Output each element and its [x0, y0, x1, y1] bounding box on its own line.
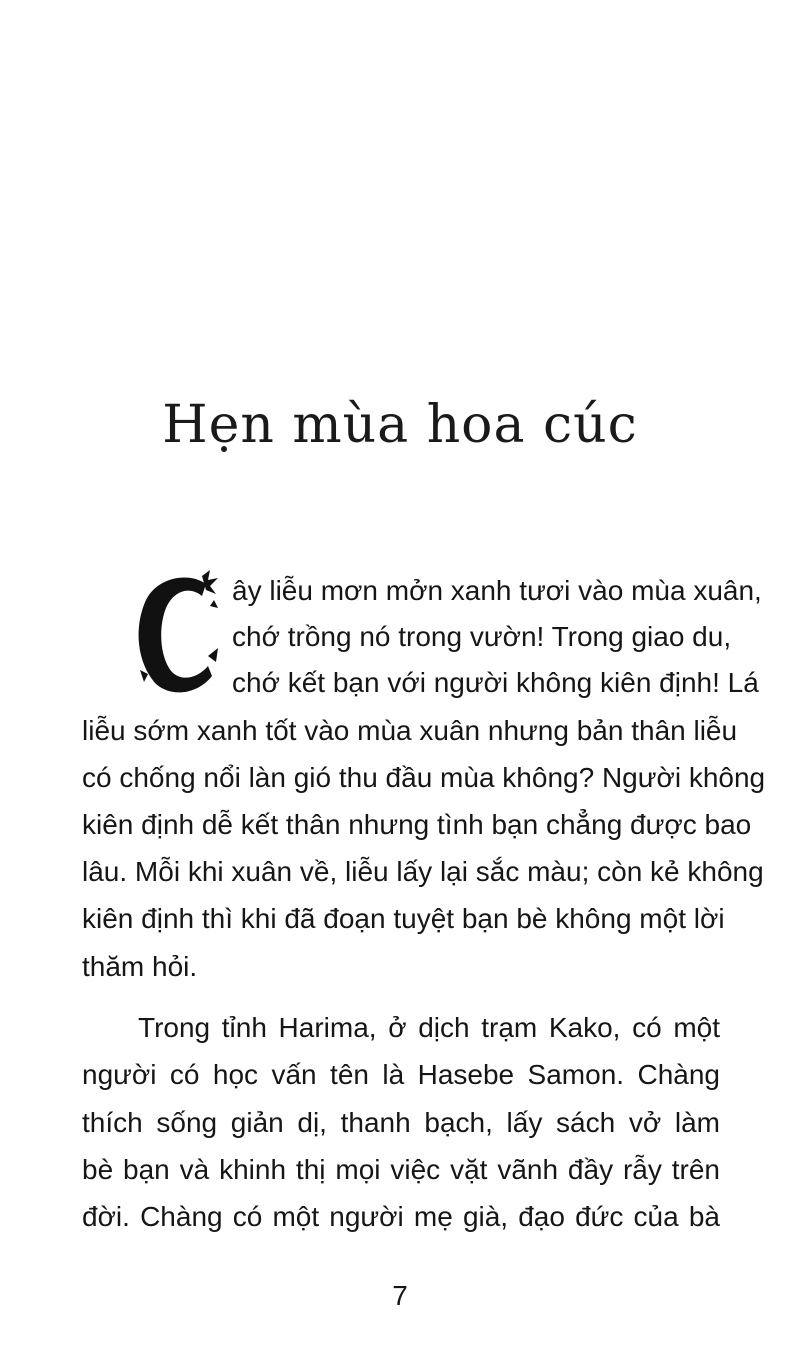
- text-line: chớ kết bạn với người không kiên định! Lá: [232, 667, 759, 698]
- text-line: lâu. Mỗi khi xuân về, liễu lấy lại sắc màu; còn kẻ không: [82, 856, 764, 887]
- text-line: đời. Chàng có một người mẹ già, đạo đức của bà: [82, 1201, 720, 1232]
- text-line: thích sống giản dị, thanh bạch, lấy sách vở làm: [82, 1107, 720, 1138]
- page-number: 7: [392, 1280, 408, 1311]
- text-line: kiên định thì khi đã đoạn tuyệt bạn bè không một lời: [82, 903, 725, 934]
- text-line: người có học vấn tên là Hasebe Samon. Chàng: [82, 1059, 720, 1090]
- text-line: Trong tỉnh Harima, ở dịch trạm Kako, có một: [138, 1012, 720, 1043]
- text-line: liễu sớm xanh tốt vào mùa xuân nhưng bản thân liễu: [82, 715, 738, 746]
- drop-cap-letter: [128, 570, 228, 700]
- text-line: kiên định dễ kết thân nhưng tình bạn chẳng được bao: [82, 809, 752, 840]
- text-line: có chống nổi làn gió thu đầu mùa không? Người không: [82, 762, 766, 793]
- chapter-title: Hẹn mùa hoa cúc: [162, 395, 638, 455]
- text-line: ây liễu mơn mởn xanh tươi vào mùa xuân,: [232, 575, 762, 606]
- text-line: thăm hỏi.: [82, 951, 198, 982]
- text-line: chớ trồng nó trong vườn! Trong giao du,: [232, 621, 732, 652]
- text-line: bè bạn và khinh thị mọi việc vặt vãnh đầy rẫy trên: [82, 1154, 720, 1185]
